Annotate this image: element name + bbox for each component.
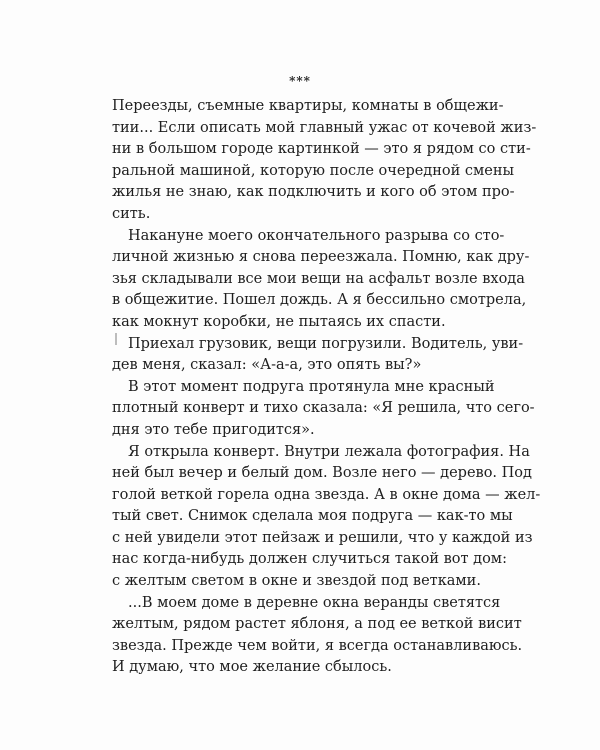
text-line: звезда. Прежде чем войти, я всегда останавливаюсь. [112, 637, 523, 654]
text-line: Приехал грузовик, вещи погрузили. Водитель, уви- [128, 335, 524, 352]
text-line: с ней увидели этот пейзаж и решили, что у каждой из [112, 529, 533, 546]
text-line: зья складывали все мои вещи на асфальт возле входа [112, 270, 525, 287]
text-line: ...В моем доме в деревне окна веранды светятся [128, 594, 501, 611]
text-line: В этот момент подруга протянула мне красный [128, 378, 495, 395]
text-line: тии... Если описать мой главный ужас от кочевой жиз- [112, 119, 537, 136]
paragraph [112, 96, 537, 226]
text-line: Накануне моего окончательного разрыва со сто- [128, 227, 505, 244]
text-line: дев меня, сказал: «А-а-а, это опять вы?» [112, 357, 422, 374]
paragraph [112, 593, 523, 679]
text-line: нас когда-нибудь должен случиться такой вот дом: [112, 551, 507, 568]
text-line: с желтым светом в окне и звездой под ветками. [112, 573, 481, 590]
text-line: жилья не знаю, как подключить и кого об этом про- [112, 184, 515, 201]
text-line: сить. [112, 205, 151, 222]
text-line: как мокнут коробки, не пытаясь их спасти. [112, 313, 446, 330]
text-line: ральной машиной, которую после очередной смены [112, 162, 515, 179]
text-line: Переезды, съемные квартиры, комнаты в общежи- [112, 98, 504, 114]
text-line: в общежитие. Пошел дождь. А я бессильно смотрела, [112, 292, 527, 309]
text-line: плотный конверт и тихо сказала: «Я решила, что сего- [112, 400, 535, 417]
section-divider: *** [289, 74, 311, 88]
text-line: голой веткой горела одна звезда. А в окне дома — жел- [112, 486, 541, 503]
paragraph [112, 377, 535, 442]
paragraph [112, 442, 541, 593]
text-line: дня это тебе пригодится». [112, 421, 315, 438]
paragraph [112, 226, 530, 334]
text-line: личной жизнью я снова переезжала. Помню, как дру- [112, 249, 530, 266]
text-line: тый свет. Снимок сделала моя подруга — как-то мы [112, 508, 513, 525]
text-line: ни в большом городе картинкой — это я рядом со сти- [112, 141, 531, 158]
text-line: И думаю, что мое желание сбылось. [112, 659, 392, 676]
text-line: желтым, рядом растет яблоня, а под ее веткой висит [112, 616, 522, 633]
paragraph [112, 334, 524, 377]
text-line: ней был вечер и белый дом. Возле него — дерево. Под [112, 465, 532, 482]
text-body [112, 96, 541, 679]
text-line: Я открыла конверт. Внутри лежала фотография. На [128, 443, 530, 460]
